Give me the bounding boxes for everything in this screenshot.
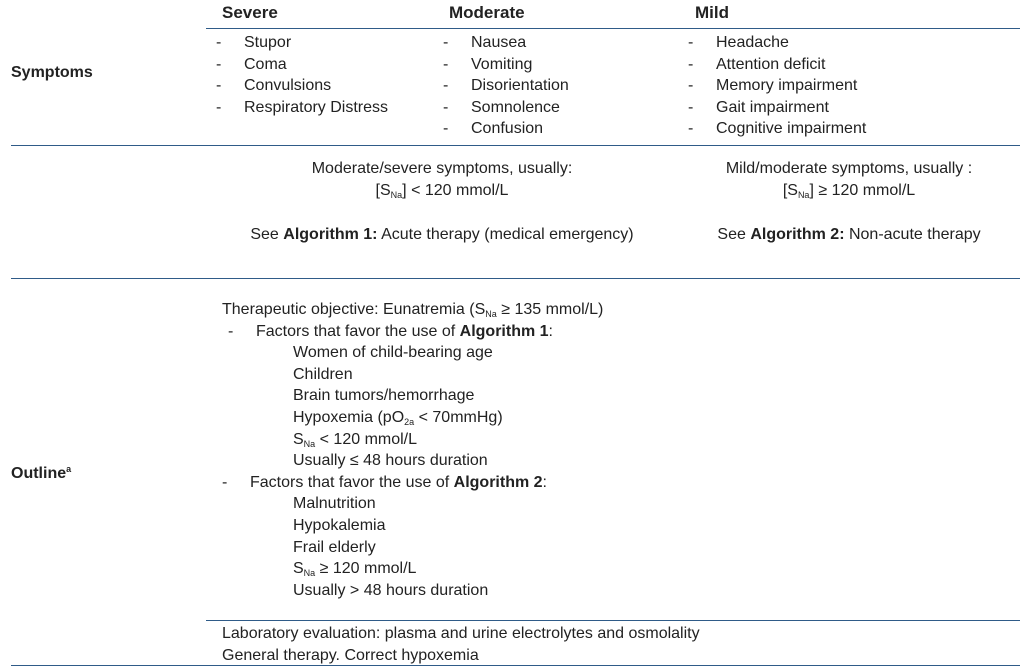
header-moderate: Moderate	[449, 3, 525, 22]
table-bottom-border	[11, 665, 1020, 666]
outline-label: Outline$^a$	[11, 464, 72, 482]
symptom-item: - Stupor	[216, 32, 388, 54]
symptom-item: - Disorientation	[443, 75, 569, 97]
factor-item: Usually > 48 hours duration	[293, 581, 489, 599]
factor-item: Women of child-bearing age	[293, 344, 493, 362]
criteria-left-line1: Moderate/severe symptoms, usually:	[311, 160, 573, 177]
factor-item: Usually ≤ 48 hours duration	[293, 452, 488, 470]
mild-symptom-list	[688, 32, 866, 140]
therapeutic-objective: Therapeutic objective: Eunatremia ($S_{Na} \ge 135$ mmol/L)	[222, 301, 604, 319]
header-severe: Severe	[222, 3, 278, 22]
symptom-item: - Nausea	[443, 32, 569, 54]
algorithm2-factors	[222, 472, 603, 494]
symptom-item: - Gait impairment	[688, 97, 866, 119]
symptom-item: - Convulsions	[216, 75, 388, 97]
symptom-item: - Vomiting	[443, 54, 569, 76]
symptom-item: - Respiratory Distress	[216, 97, 388, 119]
criteria-right	[700, 158, 998, 246]
header-divider	[206, 28, 1020, 29]
criteria-divider	[11, 278, 1020, 279]
criteria-left-reference: See Algorithm 1: Acute therapy (medical emergency)	[250, 226, 634, 244]
factor-item: Frail elderly	[293, 538, 376, 556]
outline-content	[222, 299, 603, 601]
factor-item: Brain tumors/hemorrhage	[293, 387, 475, 405]
criteria-right-reference: See Algorithm 2: Non-acute therapy	[717, 226, 981, 244]
symptom-item: - Confusion	[443, 118, 569, 140]
algorithm1-intro: - Factors that favor the use of Algorithm 1:	[228, 321, 603, 343]
symptom-item: - Headache	[688, 32, 866, 54]
general-therapy: General therapy. Correct hypoxemia	[222, 647, 479, 664]
criteria-left	[220, 158, 664, 246]
symptom-item: - Memory impairment	[688, 75, 866, 97]
factor-item: Hypokalemia	[293, 516, 386, 534]
algorithm1-factors	[228, 321, 603, 343]
criteria-left-threshold: $[S_{Na}] < 120$ mmol/L	[375, 181, 509, 200]
moderate-symptom-list	[443, 32, 569, 140]
symptom-item: - Somnolence	[443, 97, 569, 119]
header-mild: Mild	[695, 3, 729, 22]
factor-item: Children	[293, 365, 353, 383]
symptoms-label: Symptoms	[11, 64, 93, 81]
symptom-item: - Attention deficit	[688, 54, 866, 76]
factor-item: Malnutrition	[293, 495, 376, 513]
severe-symptom-list	[216, 32, 388, 118]
criteria-right-threshold: $[S_{Na}] \ge 120$ mmol/L	[782, 181, 916, 200]
criteria-right-line1: Mild/moderate symptoms, usually :	[725, 160, 973, 177]
symptoms-divider	[11, 145, 1020, 146]
symptom-item: - Cognitive impairment	[688, 118, 866, 140]
factor-item: Hypoxemia ($pO_{2a}$ < 70mmHg)	[293, 408, 503, 427]
algorithm2-intro: - Factors that favor the use of Algorithm 2:	[222, 472, 603, 494]
symptom-item: - Coma	[216, 54, 388, 76]
factor-item: $S_{Na} < 120$ mmol/L	[293, 430, 418, 449]
factor-item: $S_{Na} \ge 120$ mmol/L	[293, 560, 417, 579]
outline-divider	[206, 620, 1020, 621]
laboratory-evaluation: Laboratory evaluation: plasma and urine electrolytes and osmolality	[222, 625, 700, 642]
